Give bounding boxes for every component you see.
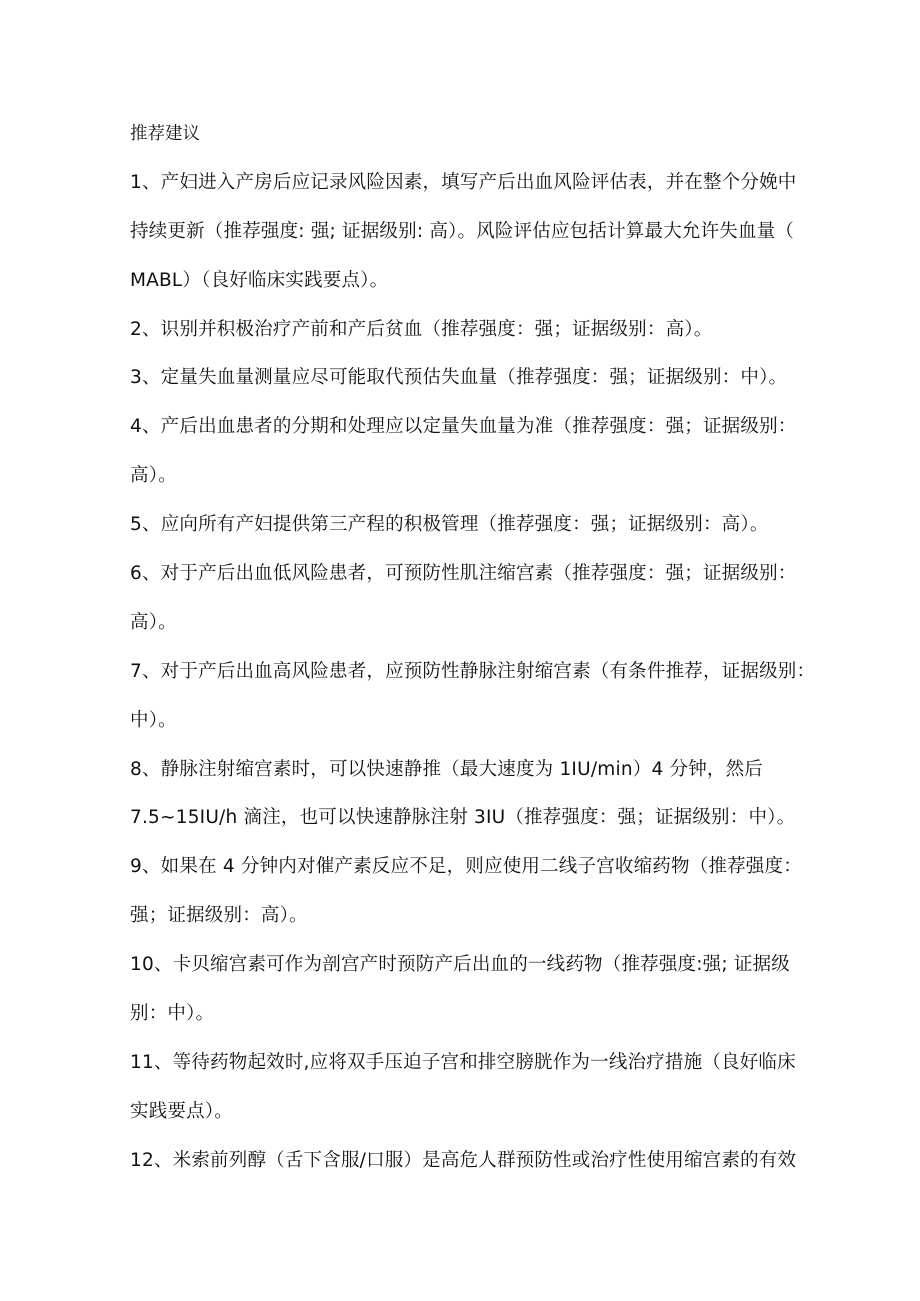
- section-title: 推荐建议: [130, 124, 200, 144]
- text-line: 12、米索前列醇（舌下含服/口服）是高危人群预防性或治疗性使用缩宫素的有效: [130, 1149, 797, 1171]
- text-line: 持续更新（推荐强度: 强; 证据级别: 高）。风险评估应包括计算最大允许失血量（: [130, 220, 795, 242]
- text-line: 7、对于产后出血高风险患者，应预防性静脉注射缩宫素（有条件推荐，证据级别：: [130, 660, 816, 682]
- text-line: 高）。: [130, 611, 177, 633]
- text-line: 8、静脉注射缩宫素时，可以快速静推（最大速度为 1IU/min）4 分钟，然后: [130, 758, 763, 780]
- text-line: 4、产后出血患者的分期和处理应以定量失血量为准（推荐强度：强；证据级别：: [130, 416, 797, 438]
- text-line: 3、定量失血量测量应尽可能取代预估失血量（推荐强度：强；证据级别：中）。: [130, 367, 788, 389]
- text-line: 10、卡贝缩宫素可作为剖宫产时预防产后出血的一线药物（推荐强度:强; 证据级: [130, 954, 790, 976]
- text-line: 中）。: [130, 709, 177, 731]
- text-line: 实践要点）。: [130, 1100, 233, 1122]
- text-line: 别：中）。: [130, 1003, 215, 1025]
- text-line: 9、如果在 4 分钟内对催产素反应不足，则应使用二线子宫收缩药物（推荐强度：: [130, 856, 802, 878]
- text-line: 1、产妇进入产房后应记录风险因素，填写产后出血风险评估表，并在整个分娩中: [130, 171, 797, 193]
- text-line: 7.5~15IU/h 滴注，也可以快速静脉注射 3IU（推荐强度：强；证据级别：中）。: [130, 807, 796, 829]
- text-line: 2、识别并积极治疗产前和产后贫血（推荐强度：强；证据级别：高）。: [130, 318, 713, 340]
- document-body: [130, 116, 820, 1192]
- text-line: 11、等待药物起效时,应将双手压迫子宫和排空膀胱作为一线治疗措施（良好临床: [130, 1051, 796, 1073]
- text-line: 高）。: [130, 465, 177, 487]
- text-line: 5、应向所有产妇提供第三产程的积极管理（推荐强度：强；证据级别：高）。: [130, 514, 769, 536]
- text-line: 强；证据级别：高）。: [130, 905, 308, 927]
- text-line: 6、对于产后出血低风险患者，可预防性肌注缩宫素（推荐强度：强；证据级别：: [130, 563, 797, 585]
- text-line: MABL）（良好临床实践要点）。: [130, 269, 389, 291]
